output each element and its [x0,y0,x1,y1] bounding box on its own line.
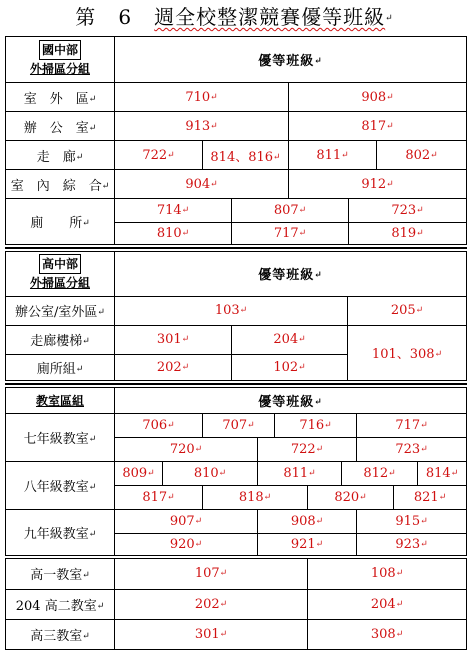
paragraph-mark-icon: ↵ [219,629,228,639]
class-value: 717↵ [232,223,349,246]
class-value: 308↵ [308,619,467,649]
class-value: 301↵ [115,619,308,649]
class-value: 107↵ [115,557,308,589]
paragraph-mark-icon: ↵ [314,56,323,67]
paragraph-mark-icon: ↵ [75,364,84,375]
class-value: 819↵ [349,223,467,246]
paragraph-mark-icon: ↵ [210,92,218,102]
paragraph-mark-icon: ↵ [430,150,438,160]
paragraph-mark-icon: ↵ [298,362,306,373]
senior-outdoor-table [5,248,467,384]
classroom-column-header: 優等班級↵ [115,386,467,413]
class-value: 717↵ [357,413,467,437]
paragraph-mark-icon: ↵ [181,334,190,345]
row-label: 走 廊↵ [6,141,115,170]
paragraph-mark-icon: ↵ [298,205,307,216]
paragraph-mark-icon: ↵ [386,121,394,131]
paragraph-mark-icon: ↵ [218,468,227,478]
class-value: 723↵ [349,199,467,223]
senior-dept-label: 高中部 [39,254,81,274]
paragraph-mark-icon: ↵ [75,152,84,162]
paragraph-mark-icon: ↵ [181,362,190,373]
class-value: 923↵ [357,533,467,557]
paragraph-mark-icon: ↵ [194,539,203,550]
paragraph-mark-icon: ↵ [181,228,190,239]
class-value: 912↵ [289,170,467,199]
class-value: 821↵ [394,485,467,509]
paragraph-mark-icon: ↵ [314,397,323,408]
paragraph-mark-icon: ↵ [88,482,97,492]
title-week-number: 6 [118,5,133,29]
class-value: 102↵ [232,354,348,382]
senior-column-header: 優等班級↵ [115,250,467,296]
class-value: 921↵ [258,533,357,557]
paragraph-mark-icon: ↵ [385,13,394,24]
class-value: 722↵ [258,437,357,461]
class-value: 722↵ [115,141,203,170]
junior-dept-label: 國中部 [39,40,81,60]
class-value: 204↵ [308,589,467,619]
class-value: 814、816↵ [203,141,289,170]
paragraph-mark-icon: ↵ [416,228,424,239]
paragraph-mark-icon: ↵ [88,434,97,444]
paragraph-mark-icon: ↵ [416,205,424,216]
class-value: 810↵ [115,223,232,246]
classroom-group-cell [6,386,115,413]
paragraph-mark-icon: ↵ [386,179,394,189]
paragraph-mark-icon: ↵ [219,599,228,609]
paragraph-mark-icon: ↵ [88,529,97,540]
title-text: 週全校整潔競賽優等班級 [154,5,386,29]
class-value: 205↵ [348,296,467,325]
paragraph-mark-icon: ↵ [219,568,228,579]
paragraph-mark-icon: ↵ [450,468,459,478]
class-value: 101、308↵ [348,325,467,382]
paragraph-mark-icon: ↵ [82,336,90,347]
class-value: 706↵ [115,413,203,437]
class-value: 108↵ [308,557,467,589]
class-value: 913↵ [115,112,289,141]
class-value: 812↵ [342,461,418,485]
paragraph-mark-icon: ↵ [314,270,323,281]
row-label: 廁所組↵ [6,354,115,382]
paragraph-mark-icon: ↵ [308,468,316,478]
paragraph-mark-icon: ↵ [324,420,332,430]
row-label: 高三教室↵ [6,619,115,649]
class-value: 103↵ [115,296,348,325]
paragraph-mark-icon: ↵ [194,516,203,526]
paragraph-mark-icon: ↵ [420,420,428,430]
paragraph-mark-icon: ↵ [263,492,272,502]
paragraph-mark-icon: ↵ [315,444,324,454]
title-prefix: 第 [75,5,97,29]
paragraph-mark-icon: ↵ [415,305,424,316]
paragraph-mark-icon: ↵ [341,150,349,160]
paragraph-mark-icon: ↵ [438,492,447,502]
paragraph-mark-icon: ↵ [96,601,105,611]
paragraph-mark-icon: ↵ [82,218,90,229]
row-label: 九年級教室↵ [6,509,115,557]
class-value: 908↵ [289,83,467,112]
paragraph-mark-icon: ↵ [82,570,90,581]
class-value: 202↵ [115,589,308,619]
class-value: 301↵ [115,325,232,354]
row-label: 七年級教室↵ [6,413,115,461]
row-label: 高一教室↵ [6,557,115,589]
class-value: 817↵ [289,112,467,141]
paragraph-mark-icon: ↵ [420,516,428,526]
class-value: 807↵ [232,199,349,223]
row-label: 辦 公 室↵ [6,112,115,141]
class-value: 723↵ [357,437,467,461]
paragraph-mark-icon: ↵ [210,179,218,189]
class-value: 204↵ [232,325,348,354]
class-value: 915↵ [357,509,467,533]
junior-outdoor-table [5,36,467,248]
junior-group-label: 外掃區分組 [29,62,90,76]
paragraph-mark-icon: ↵ [167,492,175,502]
class-value: 814↵ [418,461,467,485]
paragraph-mark-icon: ↵ [82,631,90,641]
class-value: 707↵ [203,413,275,437]
paragraph-mark-icon: ↵ [395,568,404,579]
paragraph-mark-icon: ↵ [395,629,404,639]
class-value: 809↵ [115,461,163,485]
paragraph-mark-icon: ↵ [434,349,443,360]
paragraph-mark-icon: ↵ [395,599,404,609]
row-label: 辦公室/室外區↵ [6,296,115,325]
paragraph-mark-icon: ↵ [315,539,324,550]
class-value: 820↵ [308,485,394,509]
junior-column-header: 優等班級↵ [115,37,467,83]
paragraph-mark-icon: ↵ [97,307,105,318]
paragraph-mark-icon: ↵ [420,539,428,550]
paragraph-mark-icon: ↵ [298,334,306,345]
paragraph-mark-icon: ↵ [147,468,155,478]
senior-group-label: 外掃區分組 [29,276,90,291]
paragraph-mark-icon: ↵ [88,123,97,133]
senior-header-cell [6,250,115,296]
page-title [0,2,469,32]
paragraph-mark-icon: ↵ [315,516,324,526]
paragraph-mark-icon: ↵ [167,150,175,160]
class-value: 720↵ [115,437,258,461]
class-value: 202↵ [115,354,232,382]
class-value: 817↵ [115,485,203,509]
class-value: 714↵ [115,199,232,223]
class-value: 904↵ [115,170,289,199]
class-value: 907↵ [115,509,258,533]
class-value: 811↵ [289,141,377,170]
paragraph-mark-icon: ↵ [239,305,248,316]
paragraph-mark-icon: ↵ [210,121,218,131]
paragraph-mark-icon: ↵ [88,94,97,104]
paragraph-mark-icon: ↵ [101,181,110,191]
row-label: 走廊樓梯↵ [6,325,115,354]
paragraph-mark-icon: ↵ [359,492,367,502]
row-label: 廁 所↵ [6,199,115,246]
paragraph-mark-icon: ↵ [298,228,307,239]
paragraph-mark-icon: ↵ [167,420,175,430]
row-label: 204 高二教室↵ [6,589,115,619]
row-label: 室 外 區↵ [6,83,115,112]
row-label: 室 內 綜 合↵ [6,170,115,199]
paragraph-mark-icon: ↵ [181,205,190,216]
row-label: 八年級教室↵ [6,461,115,509]
class-value: 920↵ [115,533,258,557]
class-value: 810↵ [163,461,258,485]
paragraph-mark-icon: ↵ [388,468,396,478]
paragraph-mark-icon: ↵ [273,152,281,162]
paragraph-mark-icon: ↵ [247,420,255,430]
paragraph-mark-icon: ↵ [194,444,203,454]
class-value: 908↵ [258,509,357,533]
paragraph-mark-icon: ↵ [386,92,394,102]
junior-header-cell [6,37,115,83]
class-value: 802↵ [377,141,467,170]
class-value: 818↵ [203,485,308,509]
classroom-group-label: 教室區組 [35,393,84,408]
class-value: 710↵ [115,83,289,112]
class-value: 811↵ [258,461,342,485]
classroom-table [5,384,467,650]
class-value: 716↵ [275,413,357,437]
paragraph-mark-icon: ↵ [420,444,428,454]
